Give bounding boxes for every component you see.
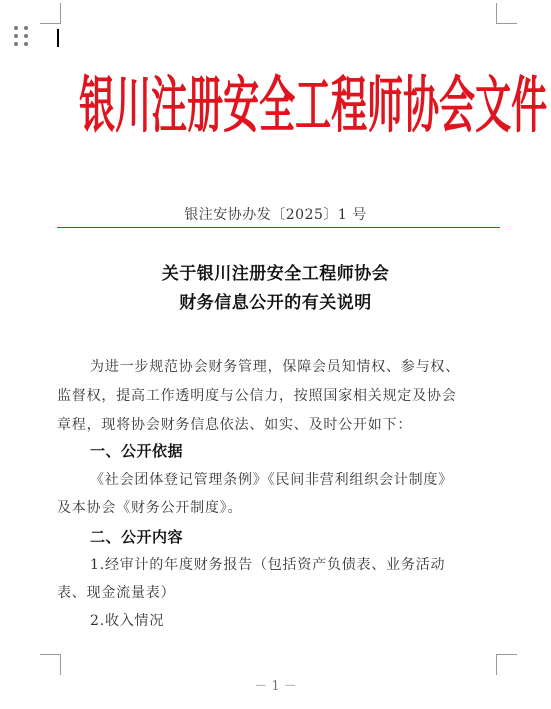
page-number: － 1 －	[254, 679, 297, 694]
intro-line: 监督权，提高工作透明度与公信力，按照国家相关规定及协会	[57, 388, 457, 404]
content-item-line: 2.收入情况	[90, 613, 165, 629]
header-divider	[57, 227, 500, 228]
page-corner-mark-top-left	[40, 3, 61, 24]
section-heading-basis: 一、公开依据	[90, 442, 184, 460]
text-cursor	[57, 29, 59, 47]
content-item-line: 表、现金流量表）	[57, 585, 176, 601]
document-title-line2: 财务信息公开的有关说明	[179, 293, 372, 313]
page-corner-mark-bottom-right	[496, 654, 517, 675]
section1-line: 《社会团体登记管理条例》《民间非营利组织会计制度》	[90, 472, 453, 488]
page-corner-mark-top-right	[496, 3, 517, 24]
drag-handle-icon[interactable]	[14, 26, 30, 48]
section-heading-content: 二、公开内容	[90, 528, 184, 546]
page-corner-mark-bottom-left	[40, 654, 61, 675]
content-item-line: 1.经审计的年度财务报告（包括资产负债表、业务活动	[90, 557, 446, 573]
intro-line: 为进一步规范协会财务管理，保障会员知情权、参与权、	[90, 359, 460, 375]
document-number: 银注安协办发〔2025〕1 号	[184, 207, 367, 223]
intro-line: 章程，现将协会财务信息依法、如实、及时公开如下：	[57, 417, 413, 433]
document-title-line1: 关于银川注册安全工程师协会	[161, 264, 390, 284]
section1-line: 及本协会《财务公开制度》。	[57, 500, 243, 516]
document-header: 银川注册安全工程师协会文件	[79, 69, 548, 142]
